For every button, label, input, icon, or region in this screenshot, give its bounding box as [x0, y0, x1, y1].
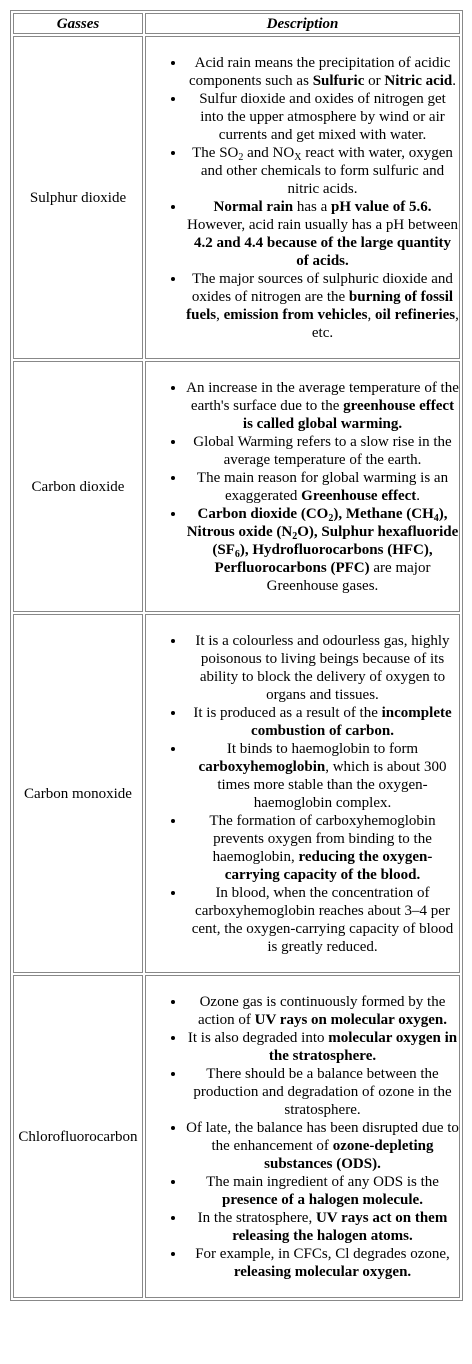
bold-text: emission from vehicles [223, 307, 368, 323]
text-segment: Of late, the balance has been disrupted due to the enhancement of [186, 1120, 459, 1154]
bold-text: ozone-depleting substances (ODS). [264, 1138, 434, 1172]
subscript-text: 4 [433, 513, 439, 524]
bold-text: incomplete combustion of carbon. [251, 705, 452, 739]
list-item [186, 54, 459, 90]
text-segment: Acid rain means the precipitation of acidic components such as [188, 55, 451, 89]
text-segment: There should be a balance between the production and degradation of ozone in the stratosphere. [193, 1066, 452, 1118]
list-item [186, 90, 459, 144]
table-row [13, 614, 460, 973]
bold-text: burning of fossil fuels [186, 289, 454, 323]
list-item [186, 884, 459, 956]
list-item [186, 1119, 459, 1173]
bold-text: ), Nitrous oxide (N [186, 506, 448, 540]
bold-text: Nitric acid [384, 73, 453, 89]
gas-name-cell: Carbon dioxide [13, 361, 143, 612]
text-segment: The major sources of sulphuric dioxide and oxides of nitrogen are the [191, 271, 453, 305]
description-list [146, 54, 459, 342]
list-item [186, 1245, 459, 1281]
text-segment: It is a colourless and odourless gas, highly poisonous to living beings because of its ability to block the delivery of oxygen to organs and tissues. [195, 633, 450, 703]
description-cell [145, 36, 460, 359]
text-segment: react with water, oxygen and other chemicals to form sulfuric and nitric acids. [200, 145, 453, 197]
text-segment: Ozone gas is continuously formed by the action of [197, 994, 446, 1028]
subscript-text: 6 [234, 549, 240, 560]
text-segment: or [364, 73, 385, 89]
bold-text: molecular oxygen in the stratosphere. [268, 1030, 458, 1064]
bold-text: presence of a halogen molecule. [222, 1192, 423, 1208]
bold-text: Greenhouse effect [301, 488, 417, 504]
description-list [146, 993, 459, 1281]
text-segment: The formation of carboxyhemoglobin prevents oxygen from binding to the haemoglobin, [209, 813, 436, 865]
text-segment: An increase in the average temperature of the earth's surface due to the [186, 380, 459, 414]
description-list [146, 379, 459, 595]
text-segment: , [367, 307, 375, 323]
text-segment: Global Warming refers to a slow rise in the average temperature of the earth. [193, 434, 452, 468]
description-cell [145, 975, 460, 1298]
text-segment: The main ingredient of any ODS is the [206, 1174, 439, 1190]
list-item [186, 270, 459, 342]
text-segment: The main reason for global warming is an exaggerated [196, 470, 449, 504]
header-description: Description [145, 13, 460, 34]
description-cell [145, 614, 460, 973]
table-body [13, 36, 460, 1298]
text-segment: It is also degraded into [187, 1030, 329, 1046]
list-item [186, 469, 459, 505]
description-cell [145, 361, 460, 612]
bold-text: Sulfuric [312, 73, 365, 89]
subscript-text: 2 [238, 152, 244, 163]
gas-name-cell: Carbon monoxide [13, 614, 143, 973]
header-row [13, 13, 460, 34]
list-item [186, 198, 459, 270]
bold-text: UV rays act on them releasing the halogen atoms. [232, 1210, 448, 1244]
list-item [186, 993, 459, 1029]
list-item [186, 144, 459, 198]
text-segment: . [416, 488, 421, 504]
list-item [186, 632, 459, 704]
description-list [146, 632, 459, 956]
gasses-table [10, 10, 463, 1301]
text-segment: has a [293, 199, 332, 215]
header-gasses: Gasses [13, 13, 143, 34]
list-item [186, 1173, 459, 1209]
list-item [186, 505, 459, 595]
bold-text: 4.2 and 4.4 because of the large quantity of acids. [193, 235, 452, 269]
table-row [13, 361, 460, 612]
bold-text: ), Hydrofluorocarbons (HFC), Perfluorocarbons (PFC) [214, 542, 433, 576]
bold-text: reducing the oxygen-carrying capacity of the blood. [224, 849, 433, 883]
bold-text: releasing molecular oxygen. [233, 1264, 412, 1280]
bold-text: greenhouse effect is called global warming. [242, 398, 455, 432]
subscript-text: 2 [328, 513, 334, 524]
list-item [186, 704, 459, 740]
table-row [13, 36, 460, 359]
text-segment: However, acid rain usually has a pH between [187, 217, 458, 233]
list-item [186, 812, 459, 884]
text-segment: , which is about 300 times more stable than the oxygen-haemoglobin complex. [217, 759, 447, 811]
bold-text: UV rays on molecular oxygen. [254, 1012, 447, 1028]
text-segment: are major Greenhouse gases. [266, 560, 431, 594]
gas-name-cell: Chlorofluorocarbon [13, 975, 143, 1298]
text-segment: The SO [192, 145, 239, 161]
list-item [186, 1209, 459, 1245]
text-segment: In the stratosphere, [197, 1210, 316, 1226]
text-segment: It is produced as a result of the [193, 705, 382, 721]
bold-text: carboxyhemoglobin [198, 759, 326, 775]
text-segment: . [452, 73, 457, 89]
gas-name-cell: Sulphur dioxide [13, 36, 143, 359]
text-segment: It binds to haemoglobin to form [226, 741, 419, 757]
subscript-text: 2 [292, 531, 298, 542]
bold-text: O), Sulphur hexafluoride (SF [212, 524, 459, 558]
list-item [186, 379, 459, 433]
list-item [186, 433, 459, 469]
text-segment: In blood, when the concentration of carboxyhemoglobin reaches about 3–4 per cent, the oxygen-carrying capacity of blood is greatly reduced. [191, 885, 454, 955]
table-row [13, 975, 460, 1298]
text-segment: For example, in CFCs, Cl degrades ozone, [195, 1246, 450, 1262]
list-item [186, 740, 459, 812]
bold-text: Carbon dioxide (CO [197, 506, 329, 522]
bold-text: ), Methane (CH [333, 506, 434, 522]
text-segment: Sulfur dioxide and oxides of nitrogen get into the upper atmosphere by wind or air currents and get mixed with water. [199, 91, 446, 143]
text-segment: and NO [243, 145, 295, 161]
subscript-text: X [294, 152, 302, 163]
text-segment: , etc. [311, 307, 459, 341]
bold-text: Normal rain [213, 199, 294, 215]
bold-text: oil refineries [375, 307, 456, 323]
text-segment: , [216, 307, 224, 323]
list-item [186, 1029, 459, 1065]
list-item [186, 1065, 459, 1119]
bold-text: pH value of 5.6. [331, 199, 432, 215]
